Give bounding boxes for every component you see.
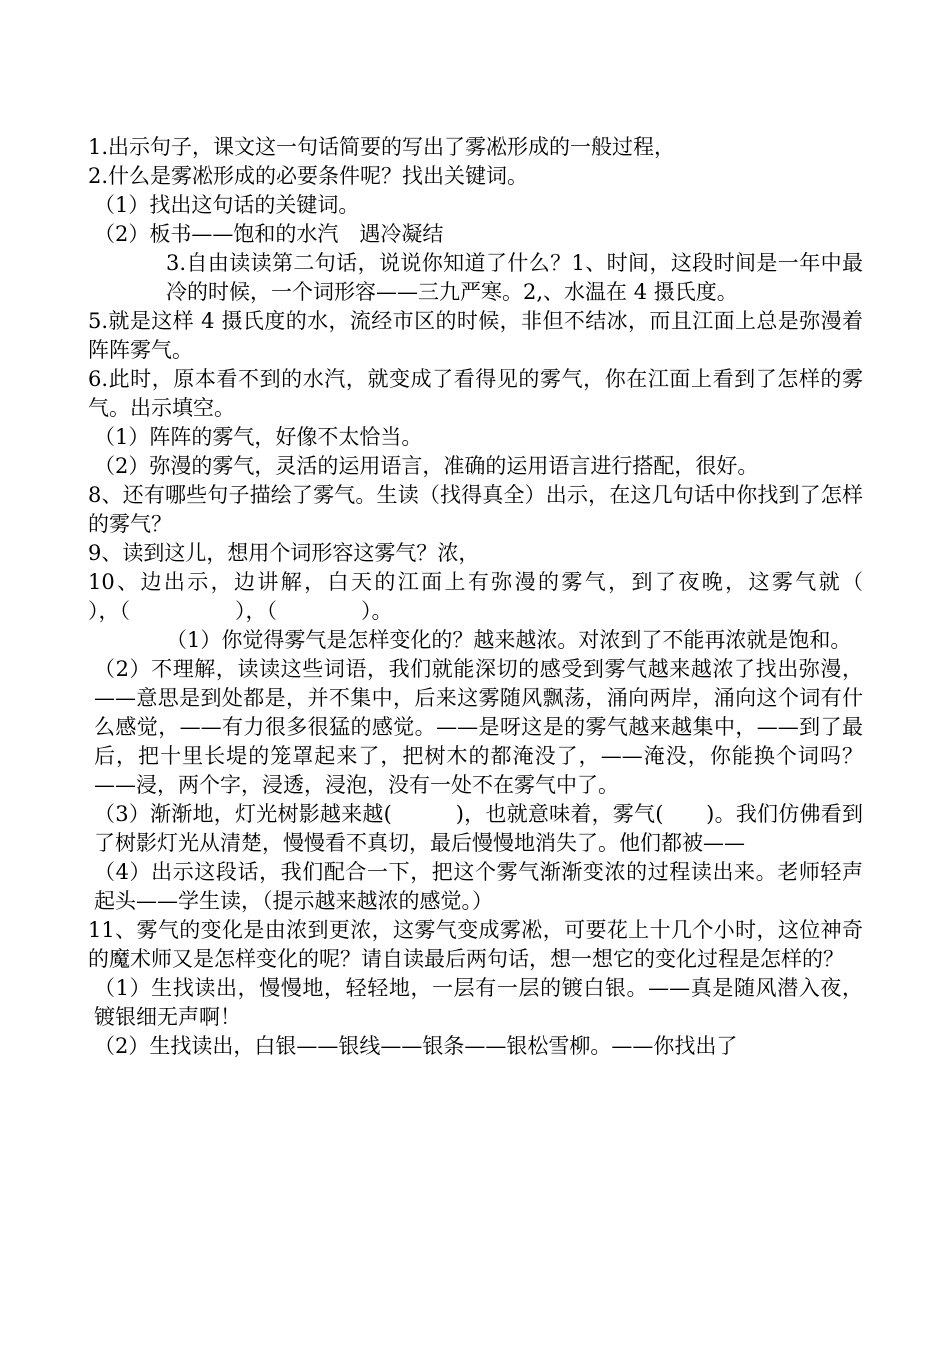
document-body <box>88 133 947 1061</box>
paragraph-13: （1）你觉得雾气是怎样变化的？越来越浓。对浓到了不能再浓就是饱和。 <box>166 628 852 652</box>
paragraph-10: 8、还有哪些句子描绘了雾气。生读（找得真全）出示，在这几句话中你找到了怎样的雾气？ <box>88 483 863 536</box>
paragraph-14: （2）不理解，读读这些词语，我们就能深切的感受到雾气越来越浓了找出弥漫，——意思是到处都是，并不集中，后来这雾随风飘荡，涌向两岸，涌向这个词有什么感觉，——有力很多很猛的感觉。——是呀这是的雾气越来越集中，——到了最后，把十里长堤的笼罩起来了，把树木的都淹没了，——淹没，你能换个词吗？——浸，两个字，浸透，浸泡，没有一处不在雾气中了。 <box>94 657 863 797</box>
paragraph-15: （3）渐渐地，灯光树影越来越( )，也就意味着，雾气( )。我们仿佛看到了树影灯光从清楚，慢慢看不真切，最后慢慢地消失了。他们都被—— <box>94 802 863 855</box>
paragraph-2: 2.什么是雾凇形成的必要条件呢？找出关键词。 <box>88 164 529 188</box>
paragraph-17: 11、雾气的变化是由浓到更浓，这雾气变成雾凇，可要花上十几个小时，这位神奇的魔术师又是怎样变化的呢？请自读最后两句话，想一想它的变化过程是怎样的？ <box>88 918 863 971</box>
paragraph-8: （1）阵阵的雾气，好像不太恰当。 <box>94 425 423 449</box>
paragraph-4: （2）板书——饱和的水汽 遇冷凝结 <box>94 222 444 246</box>
paragraph-9: （2）弥漫的雾气，灵活的运用语言，准确的运用语言进行搭配，很好。 <box>94 454 759 478</box>
paragraph-12: 10、边出示，边讲解，白天的江面上有弥漫的雾气，到了夜晚，这雾气就（ ），（ ），（ ）。 <box>88 570 947 623</box>
paragraph-19: （2）生找读出，白银——银线——银条——银松雪柳。——你找出了 <box>94 1034 738 1058</box>
paragraph-18: （1）生找读出，慢慢地，轻轻地，一层有一层的镀白银。——真是随风潜入夜，镀银细无声啊！ <box>94 976 863 1029</box>
paragraph-7: 6.此时，原本看不到的水汽，就变成了看得见的雾气，你在江面上看到了怎样的雾气。出示填空。 <box>88 367 863 420</box>
paragraph-6: 5.就是这样 4 摄氏度的水，流经市区的时候，非但不结冰，而且江面上总是弥漫着阵阵雾气。 <box>88 309 863 362</box>
paragraph-1: 1.出示句子，课文这一句话简要的写出了雾凇形成的一般过程， <box>88 135 676 159</box>
paragraph-3: （1）找出这句话的关键词。 <box>94 193 360 217</box>
paragraph-5: 3.自由读读第二句话，说说你知道了什么？1、时间，这段时间是一年中最冷的时候，一个词形容——三九严寒。2,、水温在 4 摄氏度。 <box>166 251 863 304</box>
paragraph-16: （4）出示这段话，我们配合一下，把这个雾气渐渐变浓的过程读出来。老师轻声起头——学生读，（提示越来越浓的感觉。） <box>94 860 863 913</box>
paragraph-11: 9、读到这儿，想用个词形容这雾气？浓， <box>88 541 480 565</box>
